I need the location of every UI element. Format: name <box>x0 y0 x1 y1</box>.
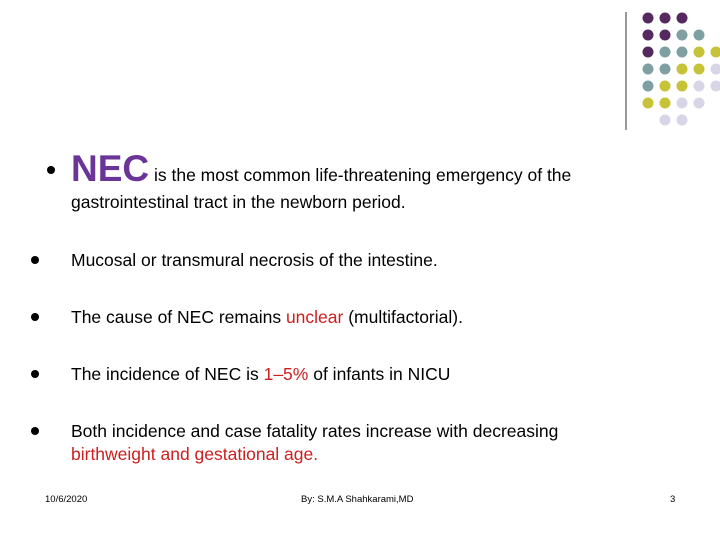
bullet-marker <box>31 256 39 264</box>
lead-line-2: gastrointestinal tract in the newborn period. <box>71 192 406 212</box>
footer-author: By: S.M.A Shahkarami,MD <box>301 494 414 505</box>
bullet-marker <box>31 370 39 378</box>
footer-date: 10/6/2020 <box>45 494 88 505</box>
nec-term: NEC <box>71 148 150 189</box>
footer-page-number: 3 <box>670 494 676 505</box>
lead-line-1-rest: is the most common life-threatening emergency of the <box>149 165 572 185</box>
bullet-text: Mucosal or transmural necrosis of the intestine. <box>71 250 438 270</box>
bullet-text-pre: The incidence of NEC is <box>71 364 264 384</box>
lead-line-1 <box>71 147 571 197</box>
bullet-marker <box>31 427 39 435</box>
highlight-incidence: 1–5% <box>263 364 309 384</box>
bullet-text <box>71 306 463 328</box>
bullet-text <box>71 363 450 385</box>
highlight-birthweight: birthweight and gestational age. <box>71 444 319 464</box>
decorative-dot-grid <box>0 0 720 130</box>
bullet-marker <box>47 166 55 174</box>
bullet-marker <box>31 313 39 321</box>
bullet-text: Both incidence and case fatality rates increase with decreasing <box>71 421 559 441</box>
highlight-unclear: unclear <box>285 307 344 327</box>
bullet-text-pre: The cause of NEC remains <box>71 307 286 327</box>
bullet-text-post: (multifactorial). <box>343 307 463 327</box>
bullet-text-post: of infants in NICU <box>308 364 451 384</box>
